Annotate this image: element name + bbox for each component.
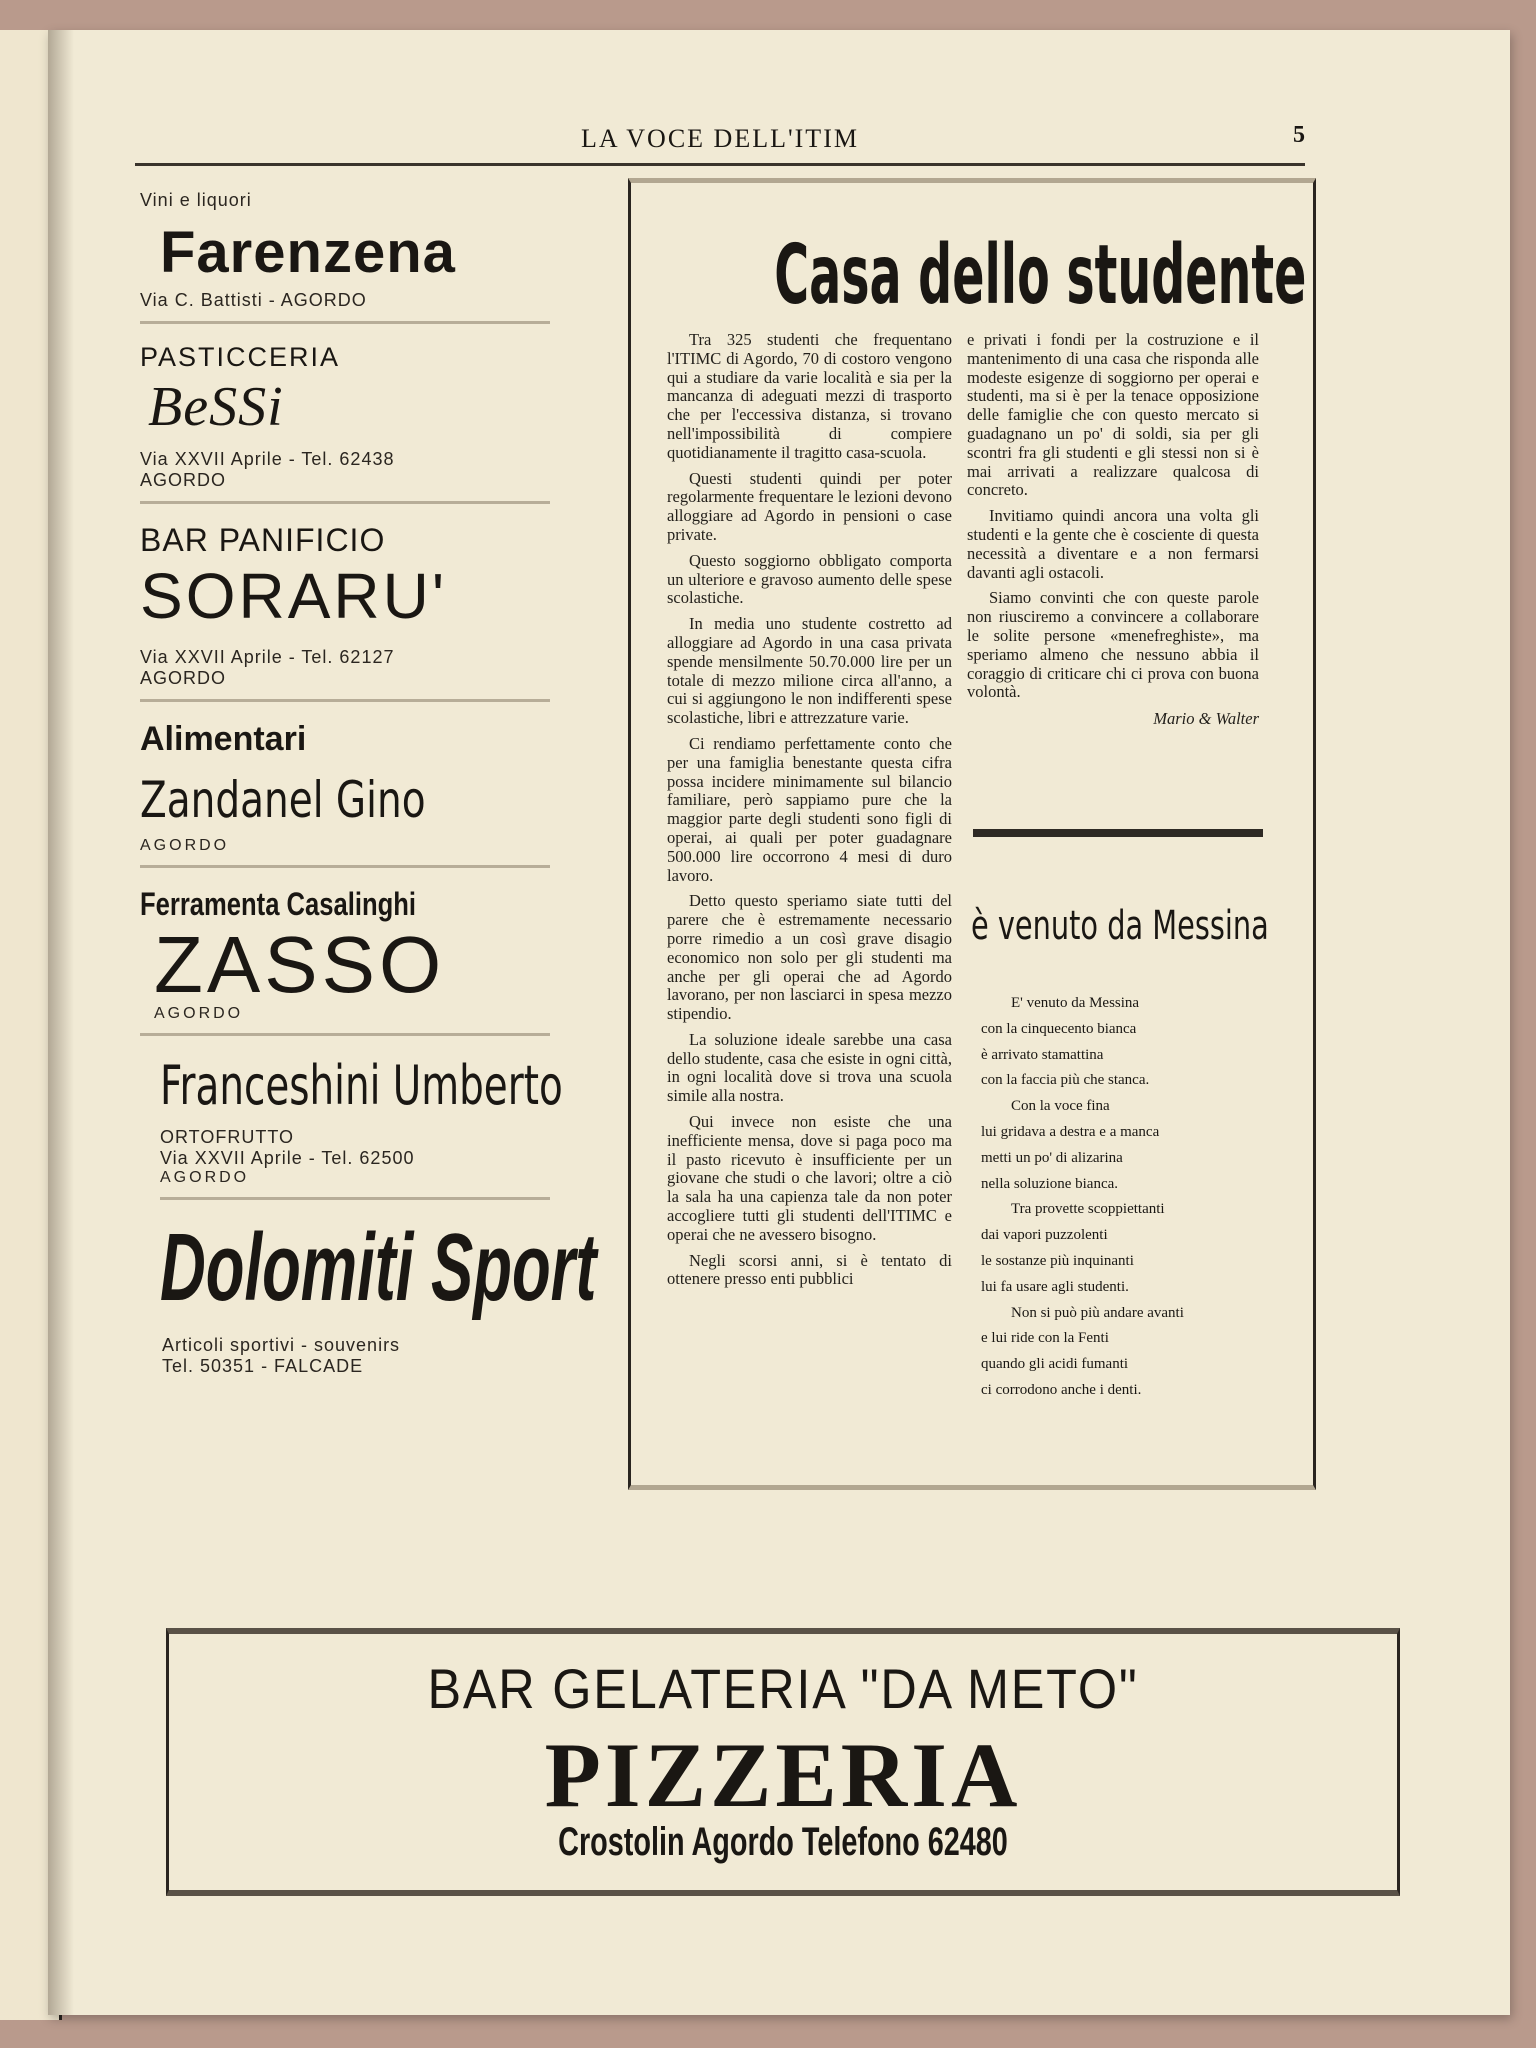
ad-farenzena-address: Via C. Battisti - AGORDO	[140, 290, 367, 310]
article-column-1	[667, 331, 952, 1296]
poem-title: è venuto da Messina	[971, 903, 1269, 949]
ad-dolomiti-sport	[140, 1214, 597, 1377]
ad-bessi-town: AGORDO	[140, 470, 227, 490]
article-paragraph: Detto questo speriamo siate tutti del parere che è estremamente necessario porre rimedio a un così grave disagio economico non solo per gli studenti ma anche per gli operai che ad Agordo lavorano, per non lasciarci in spesa mezzo stipendio.	[667, 891, 952, 1024]
poem-line: quando gli acidi fumanti	[981, 1356, 1129, 1373]
article-column-2	[967, 331, 1259, 729]
poem-line: con la faccia più che stanca.	[981, 1072, 1150, 1089]
article-paragraph: Negli scorsi anni, si è tentato di ottenere presso enti pubblici	[667, 1250, 952, 1289]
ads-column	[140, 190, 597, 1377]
poem-line: dai vapori puzzolenti	[981, 1227, 1108, 1244]
ad-soraru	[140, 522, 550, 689]
ad-franceschini	[140, 1054, 563, 1187]
ad-bessi-brand: BeSSi	[148, 376, 284, 438]
ad-zandanel	[140, 720, 550, 855]
column-divider-rule	[973, 829, 1263, 837]
poem-line: E' venuto da Messina	[1011, 995, 1140, 1011]
article-signature: Mario & Walter	[1153, 709, 1259, 729]
article-box	[628, 178, 1316, 1490]
article-paragraph: Questo soggiorno obbligato comporta un ulteriore e gravoso aumento delle spese scolastiche.	[667, 550, 952, 608]
poem-line: e lui ride con la Fenti	[981, 1330, 1109, 1347]
ad-franceschini-town: AGORDO	[160, 1169, 250, 1186]
article-paragraph: Siamo convinti che con queste parole non riusciremo a convincere a collaborare le solite persone «menefreghiste», ma speriamo almeno che nessuno abbia il coraggio di criticare chi ci prova con buona volontà.	[967, 588, 1259, 702]
ad-zandanel-brand: Zandanel Gino	[140, 771, 426, 829]
ad-franceschini-brand: Franceshini Umberto	[160, 1054, 563, 1117]
ad-soraru-address: Via XXVII Aprile - Tel. 62127	[140, 647, 395, 667]
ad-divider	[140, 699, 550, 702]
poem-line: è arrivato stamattina	[981, 1046, 1104, 1063]
pizzeria-ad-line2: PIZZERIA	[544, 1724, 1022, 1826]
article-paragraph: Qui invece non esiste che una inefficiente mensa, dove si paga poco ma il pasto ricevuto è insufficiente per un giovane che studi o che lavori; oltre a ciò la sala ha una capienza tale da non poter accogliere tutti gli studenti dell'ITIMC e operai che ne avessero bisogno.	[667, 1112, 952, 1244]
ad-zandanel-town: AGORDO	[140, 837, 230, 854]
ad-zasso-brand: ZASSO	[154, 920, 446, 1009]
article-paragraph: In media uno studente costretto ad alloggiare ad Agordo in una casa privata spende mensilmente 50.70.000 lire per un totale di mezzo milione circa all'anno, a cui si aggiungono le non indifferenti spese scolastiche, libri e attrezzature varie.	[667, 614, 952, 728]
ad-farenzena	[140, 190, 550, 311]
article-paragraph: Questi studenti quindi per poter regolarmente frequentare le lezioni devono alloggiare ad Agordo in pensioni o case private.	[667, 468, 952, 544]
ad-divider	[160, 1197, 550, 1200]
ad-franceschini-kind: ORTOFRUTTO	[160, 1127, 295, 1147]
ad-soraru-kind: BAR PANIFICIO	[140, 522, 386, 558]
poem-line: metti un po' di alizarina	[981, 1149, 1123, 1166]
poem-line: le sostanze più inquinanti	[981, 1252, 1134, 1269]
ad-farenzena-kind: Vini e liquori	[140, 190, 252, 210]
poem-body	[981, 991, 1271, 1404]
article-paragraph: Invitiamo quindi ancora una volta gli studenti e la gente che è cosciente di questa necessità a diventare e a non fermarsi davanti agli ostacoli.	[967, 506, 1259, 582]
ad-dolomiti-brand: Dolomiti Sport	[160, 1214, 597, 1321]
article-paragraph: e privati i fondi per la costruzione e il mantenimento di una casa che risponda alle modeste esigenze di soggiorno per operai e studenti, ma si è per la tenace opposizione delle famiglie che con questo mercato si guadagnano un po' di soldi, sia per gli scontri fra gli studenti e gli stessi non si è mai arrivati a realizzare qualcosa di concreto.	[967, 330, 1259, 500]
newspaper-title: LA VOCE DELL'ITIM	[581, 124, 859, 153]
ad-dolomiti-contact: Tel. 50351 - FALCADE	[162, 1355, 364, 1376]
ad-divider	[140, 501, 550, 504]
article-paragraph: Tra 325 studenti che frequentano l'ITIMC di Agordo, 70 di costoro vengono qui a studiare da varie località e sia per la mancanza di adeguati mezzi di trasporto che per l'eccessiva distanza, si trovano nell'impossibilità di compiere quotidianamente il tragitto casa-scuola.	[667, 330, 952, 462]
page-number: 5	[1293, 122, 1305, 148]
ad-franceschini-address: Via XXVII Aprile - Tel. 62500	[160, 1148, 415, 1168]
ad-dolomiti-kind: Articoli sportivi - souvenirs	[162, 1334, 401, 1355]
pizzeria-ad	[166, 1628, 1400, 1896]
pizzeria-ad-line1: BAR GELATERIA "DA METO"	[427, 1657, 1139, 1720]
poem-line: Con la voce fina	[1011, 1098, 1110, 1115]
ad-zasso	[140, 886, 550, 1023]
ad-bessi-address: Via XXVII Aprile - Tel. 62438	[140, 449, 395, 469]
poem-line: lui gridava a destra e a manca	[981, 1123, 1160, 1140]
poem-line: con la cinquecento bianca	[981, 1020, 1137, 1037]
ad-bessi-kind: PASTICCERIA	[140, 342, 341, 372]
ad-soraru-brand: SORARU'	[140, 560, 448, 632]
ad-soraru-town: AGORDO	[140, 668, 227, 688]
pizzeria-ad-line3: Crostolin Agordo Telefono 62480	[558, 1820, 1008, 1864]
ad-divider	[140, 321, 550, 324]
poem-line: lui fa usare agli studenti.	[981, 1278, 1129, 1295]
running-header	[135, 122, 1305, 166]
poem-line: ci corrodono anche i denti.	[981, 1381, 1142, 1398]
ad-farenzena-brand: Farenzena	[160, 220, 456, 285]
article-headline: Casa dello studente	[774, 228, 1307, 323]
article-paragraph: La soluzione ideale sarebbe una casa dello studente, casa che esiste in ogni città, in ogni località dove si trova una scuola simile alla nostra.	[667, 1029, 952, 1106]
ad-zasso-town: AGORDO	[154, 1005, 244, 1022]
poem-line: Non si può più andare avanti	[1011, 1304, 1184, 1321]
poem-line: Tra provette scoppiettanti	[1011, 1201, 1165, 1218]
ad-zandanel-kind: Alimentari	[140, 720, 307, 758]
article-paragraph: Ci rendiamo perfettamente conto che per una famiglia benestante questa cifra possa incidere minimamente sul bilancio familiare, però sappiamo pure che la maggior parte degli studenti sono figli di operai, ai quali per poter guadagnare 500.000 lire occorrono 4 mesi di duro lavoro.	[667, 733, 952, 885]
poem-line: nella soluzione bianca.	[981, 1175, 1119, 1192]
ad-divider	[140, 865, 550, 868]
ad-bessi	[140, 342, 550, 491]
page-fold-shadow	[48, 30, 74, 2015]
ad-zasso-kind: Ferramenta Casalinghi	[140, 886, 416, 922]
ad-divider	[140, 1033, 550, 1036]
